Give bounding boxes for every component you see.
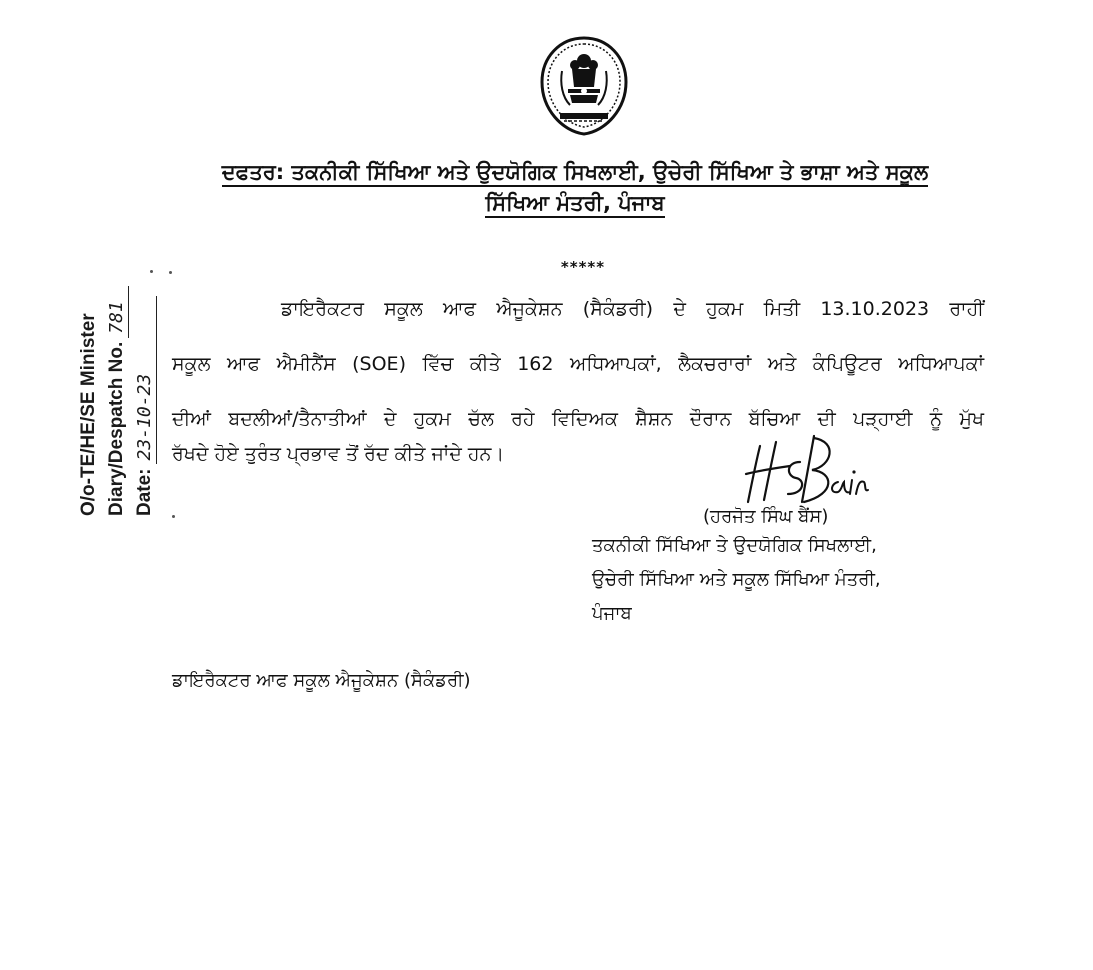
stamp-date-value: 23-10-23: [134, 296, 157, 464]
stamp-diary-label: Diary/Despatch No.: [106, 341, 127, 516]
office-heading-line1: ਦਫਤਰ: ਤਕਨੀਕੀ ਸਿੱਖਿਆ ਅਤੇ ਉਦਯੋਗਿਕ ਸਿਖਲਾਈ, ਉਚੇਰੀ ਸਿੱਖਿਆ ਤੇ ਭਾਸ਼ਾ ਅਤੇ ਸਕੂਲ: [180, 157, 970, 187]
order-text-line4: ਰੱਖਦੇ ਹੋਏ ਤੁਰੰਤ ਪ੍ਰਭਾਵ ਤੋਂ ਰੱਦ ਕੀਤੇ ਜਾਂਦੇ ਹਨ।: [172, 443, 505, 465]
order-text-line2: ਸਕੂਲ ਆਫ ਐਮੀਨੈਂਸ (SOE) ਵਿੱਚ ਕੀਤੇ 162 ਅਧਿਆਪਕਾਂ, ਲੈਕਚਰਾਰਾਂ ਅਤੇ ਕੰਪਿਊਟਰ ਅਧਿਆਪਕਾਂ: [172, 353, 984, 375]
separator-stars: *****: [560, 258, 606, 276]
signatory-designation-line1: ਤਕਨੀਕੀ ਸਿੱਖਿਆ ਤੇ ਉਦਯੋਗਿਕ ਸਿਖਲਾਈ,: [592, 535, 877, 556]
order-text-line1: ਡਾਇਰੈਕਟਰ ਸਕੂਲ ਆਫ ਐਜੂਕੇਸ਼ਨ (ਸੈਕੰਡਰੀ) ਦੇ ਹੁਕਮ ਮਿਤੀ 13.10.2023 ਰਾਹੀਂ: [281, 298, 984, 320]
scan-speck: [172, 515, 175, 518]
scan-speck: [169, 271, 172, 274]
scan-speck: [150, 270, 153, 273]
stamp-date-label: Date:: [134, 468, 155, 516]
handwritten-signature: [742, 432, 870, 510]
signatory-designation-line3: ਪੰਜਾਬ: [592, 603, 632, 624]
signatory-name: (ਹਰਜੋਤ ਸਿੰਘ ਬੈਂਸ): [703, 506, 829, 527]
addressee: ਡਾਇਰੈਕਟਰ ਆਫ ਸਕੂਲ ਐਜੂਕੇਸ਼ਨ (ਸੈਕੰਡਰੀ): [172, 670, 471, 691]
stamp-office-label: O/o-TE/HE/SE Minister: [78, 313, 99, 516]
stamp-date-row: [134, 296, 157, 516]
diary-stamp: [74, 290, 160, 516]
state-emblem-icon: [538, 35, 630, 137]
order-text-line3: ਦੀਆਂ ਬਦਲੀਆਂ/ਤੈਨਾਤੀਆਂ ਦੇ ਹੁਕਮ ਚੱਲ ਰਹੇ ਵਿਦਿਅਕ ਸ਼ੈਸ਼ਨ ਦੌਰਾਨ ਬੱਚਿਆ ਦੀ ਪੜ੍ਹਾਈ ਨੂੰ ਮੁੱਖ: [172, 408, 984, 430]
stamp-diary-row: [106, 286, 129, 516]
stamp-diary-number: 781: [106, 286, 129, 338]
office-heading-line2: ਸਿੱਖਿਆ ਮੰਤਰੀ, ਪੰਜਾਬ: [180, 188, 970, 218]
signatory-designation-line2: ਉਚੇਰੀ ਸਿੱਖਿਆ ਅਤੇ ਸਕੂਲ ਸਿੱਖਿਆ ਮੰਤਰੀ,: [592, 569, 881, 590]
